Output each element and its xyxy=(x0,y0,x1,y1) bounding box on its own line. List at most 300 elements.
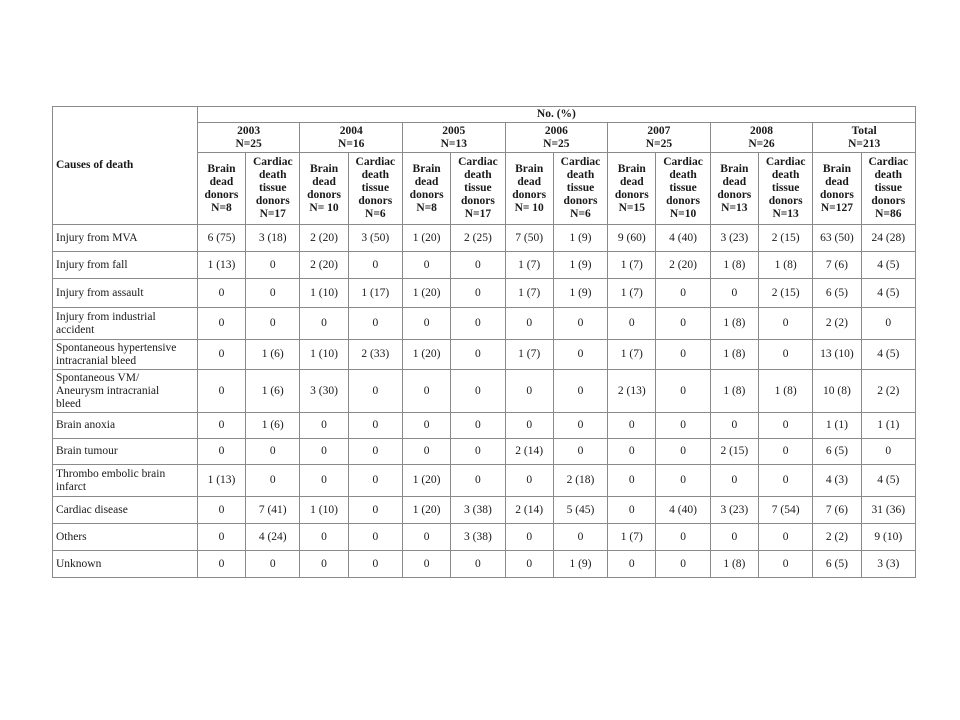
subheader-line: tissue xyxy=(464,182,492,194)
table-cell: 1 (6) xyxy=(246,370,300,413)
table-cell: 0 xyxy=(402,439,450,465)
table-cell: 3 (38) xyxy=(451,497,505,524)
table-cell: 0 xyxy=(197,524,245,551)
cause-label-line: accident xyxy=(56,323,95,336)
year-count: N=25 xyxy=(645,137,673,150)
year-label: Total xyxy=(851,124,877,137)
year-count: N=16 xyxy=(338,137,365,150)
table-cell: 6 (5) xyxy=(813,439,861,465)
table-cell: 1 (20) xyxy=(402,465,450,497)
table-cell: 7 (54) xyxy=(758,497,812,524)
table-cell: 0 xyxy=(656,308,710,340)
table-cell: 0 xyxy=(710,524,758,551)
table-cell: 0 xyxy=(402,308,450,340)
table-cell: 0 xyxy=(608,439,656,465)
table-cell: 0 xyxy=(197,551,245,578)
subheader-line: N=15 xyxy=(618,201,645,214)
table-cell: 0 xyxy=(553,370,607,413)
cause-label xyxy=(53,225,198,252)
subheader-line: donors xyxy=(768,195,803,207)
table-cell: 4 (5) xyxy=(861,340,915,370)
subheader-line: tissue xyxy=(874,182,903,194)
table-cell: 0 xyxy=(197,497,245,524)
table-cell: 1 (8) xyxy=(758,252,812,279)
subheader-line: tissue xyxy=(669,182,697,194)
table-cell: 1 (8) xyxy=(710,370,758,413)
table-cell: 0 xyxy=(300,439,348,465)
table-cell: 1 (7) xyxy=(608,252,656,279)
table-row xyxy=(53,308,916,340)
table-cell: 4 (5) xyxy=(861,252,915,279)
table-cell: 0 xyxy=(451,551,505,578)
table-cell: 0 xyxy=(348,308,402,340)
year-header xyxy=(300,123,403,153)
subheader-line: donors xyxy=(819,188,854,201)
table-cell: 2 (14) xyxy=(505,497,553,524)
cause-label xyxy=(53,279,198,308)
table-cell: 0 xyxy=(608,308,656,340)
cardiac-death-donors-header xyxy=(246,153,300,225)
subheader-line: N=6 xyxy=(365,208,386,220)
table-cell: 4 (5) xyxy=(861,465,915,497)
cause-label xyxy=(53,465,198,497)
subheader-line: donors xyxy=(358,195,393,207)
year-header xyxy=(197,123,300,153)
year-label: 2006 xyxy=(544,124,568,137)
subheader-line: Cardiac xyxy=(252,156,293,168)
subheader-line: death xyxy=(566,169,595,181)
table-cell: 1 (1) xyxy=(813,413,861,439)
cause-label-line: Injury from assault xyxy=(56,286,144,299)
subheader-line: death xyxy=(874,169,903,181)
table-cell: 1 (10) xyxy=(300,497,348,524)
table-cell: 0 xyxy=(710,465,758,497)
table-cell: 1 (9) xyxy=(553,225,607,252)
table-cell: 2 (20) xyxy=(300,252,348,279)
table-cell: 3 (23) xyxy=(710,225,758,252)
subheader-line: donors xyxy=(666,195,700,207)
table-cell: 0 xyxy=(710,413,758,439)
table-cell: 0 xyxy=(246,551,300,578)
table-cell: 5 (45) xyxy=(553,497,607,524)
table-cell: 0 xyxy=(197,370,245,413)
table-cell: 0 xyxy=(758,551,812,578)
cause-label-line: Injury from industrial xyxy=(56,310,156,323)
table-cell: 1 (8) xyxy=(710,340,758,370)
table-cell: 0 xyxy=(348,439,402,465)
table-cell: 31 (36) xyxy=(861,497,915,524)
subheader-line: tissue xyxy=(566,182,595,194)
table-cell: 2 (33) xyxy=(348,340,402,370)
cause-label-line: Cardiac disease xyxy=(56,503,128,516)
cause-label-line: Injury from MVA xyxy=(56,231,138,244)
subheader-line: donors xyxy=(255,195,290,207)
subheader-line: dead xyxy=(517,175,542,188)
table-row xyxy=(53,370,916,413)
table-cell: 0 xyxy=(758,308,812,340)
table-cell: 0 xyxy=(197,308,245,340)
table-cell: 4 (40) xyxy=(656,225,710,252)
subheader-line: death xyxy=(464,169,492,181)
year-label: 2003 xyxy=(237,124,261,137)
table-cell: 0 xyxy=(348,551,402,578)
year-count: N=25 xyxy=(543,137,570,150)
table-cell: 2 (20) xyxy=(656,252,710,279)
table-cell: 6 (75) xyxy=(197,225,245,252)
table-cell: 0 xyxy=(348,497,402,524)
table-cell: 0 xyxy=(246,308,300,340)
table-cell: 2 (15) xyxy=(758,225,812,252)
table-cell: 1 (8) xyxy=(758,370,812,413)
subheader-line: death xyxy=(669,169,697,181)
cardiac-death-donors-header xyxy=(553,153,607,225)
subheader-line: Cardiac xyxy=(560,156,601,168)
table-cell: 4 (40) xyxy=(656,497,710,524)
subheader-line: donors xyxy=(871,195,906,207)
table-cell: 0 xyxy=(451,308,505,340)
cardiac-death-donors-header xyxy=(348,153,402,225)
table-cell: 3 (3) xyxy=(861,551,915,578)
subheader-line: N=8 xyxy=(211,201,232,214)
subheader-line: death xyxy=(361,169,390,181)
table-cell: 2 (15) xyxy=(758,279,812,308)
cause-label xyxy=(53,497,198,524)
table-cell: 0 xyxy=(451,279,505,308)
table-row xyxy=(53,497,916,524)
table-cell: 24 (28) xyxy=(861,225,915,252)
year-count: N=213 xyxy=(848,137,881,150)
table-row xyxy=(53,279,916,308)
table-cell: 0 xyxy=(348,252,402,279)
cause-label xyxy=(53,308,198,340)
table-row xyxy=(53,465,916,497)
table-cell: 0 xyxy=(451,370,505,413)
table-cell: 0 xyxy=(553,340,607,370)
table-cell: 0 xyxy=(656,439,710,465)
brain-dead-donors-header xyxy=(197,153,245,225)
table-cell: 1 (7) xyxy=(505,252,553,279)
subheader-line: donors xyxy=(717,188,752,201)
table-cell: 0 xyxy=(451,439,505,465)
subheader-line: dead xyxy=(619,175,644,188)
table-cell: 0 xyxy=(348,413,402,439)
table-cell: 4 (24) xyxy=(246,524,300,551)
cause-label xyxy=(53,524,198,551)
brain-dead-donors-header xyxy=(505,153,553,225)
table-cell: 0 xyxy=(758,439,812,465)
subheader-line: donors xyxy=(614,188,649,201)
table-cell: 0 xyxy=(861,308,915,340)
cause-label-line: Unknown xyxy=(56,557,102,570)
table-cell: 0 xyxy=(348,465,402,497)
table-cell: 0 xyxy=(197,279,245,308)
year-label: 2005 xyxy=(442,124,466,137)
table-cell: 0 xyxy=(656,279,710,308)
subheader-line: Cardiac xyxy=(765,156,806,168)
table-cell: 3 (38) xyxy=(451,524,505,551)
cause-label-line: Spontaneous VM/ xyxy=(56,371,140,384)
table-cell: 6 (5) xyxy=(813,551,861,578)
table-cell: 2 (14) xyxy=(505,439,553,465)
table-cell: 1 (8) xyxy=(710,551,758,578)
table-cell: 0 xyxy=(300,551,348,578)
table-cell: 0 xyxy=(300,413,348,439)
subheader-line: donors xyxy=(204,188,239,201)
table-cell: 0 xyxy=(656,370,710,413)
donor-causes-table xyxy=(52,106,916,578)
table-cell: 1 (1) xyxy=(861,413,915,439)
table-cell: 0 xyxy=(505,413,553,439)
table-cell: 1 (13) xyxy=(197,252,245,279)
subheader-line: death xyxy=(771,169,800,181)
table-cell: 0 xyxy=(861,439,915,465)
table-cell: 0 xyxy=(505,370,553,413)
year-label: 2004 xyxy=(339,124,363,137)
subheader-line: Cardiac xyxy=(868,156,909,168)
cause-label xyxy=(53,252,198,279)
table-cell: 13 (10) xyxy=(813,340,861,370)
table-cell: 2 (18) xyxy=(553,465,607,497)
table-row xyxy=(53,524,916,551)
table-cell: 7 (41) xyxy=(246,497,300,524)
table-row xyxy=(53,252,916,279)
table-cell: 0 xyxy=(505,551,553,578)
subheader-line: Brain xyxy=(720,162,749,175)
year-header xyxy=(505,123,608,153)
cause-label xyxy=(53,439,198,465)
table-cell: 0 xyxy=(402,252,450,279)
table-cell: 0 xyxy=(197,413,245,439)
table-cell: 1 (9) xyxy=(553,279,607,308)
year-label: 2008 xyxy=(750,124,773,137)
table-cell: 0 xyxy=(246,252,300,279)
table-cell: 2 (25) xyxy=(451,225,505,252)
table-cell: 7 (50) xyxy=(505,225,553,252)
table-cell: 3 (50) xyxy=(348,225,402,252)
table-cell: 0 xyxy=(451,252,505,279)
subheader-line: N=127 xyxy=(820,201,853,214)
table-cell: 1 (10) xyxy=(300,279,348,308)
table-cell: 0 xyxy=(656,465,710,497)
cardiac-death-donors-header xyxy=(656,153,710,225)
subheader-line: tissue xyxy=(771,182,800,194)
subheader-line: N=13 xyxy=(772,208,799,220)
table-cell: 2 (15) xyxy=(710,439,758,465)
brain-dead-donors-header xyxy=(300,153,348,225)
table-cell: 0 xyxy=(451,413,505,439)
count-percent-header: No. (%) xyxy=(197,107,915,123)
table-cell: 0 xyxy=(402,413,450,439)
cause-label xyxy=(53,413,198,439)
subheader-line: donors xyxy=(563,195,598,207)
table-cell: 0 xyxy=(608,465,656,497)
cause-label-line: Aneurysm intracranial xyxy=(56,384,160,397)
table-cell: 9 (60) xyxy=(608,225,656,252)
table-cell: 0 xyxy=(246,439,300,465)
subheader-line: N=86 xyxy=(875,208,902,220)
year-count: N=25 xyxy=(235,137,262,150)
table-row xyxy=(53,551,916,578)
brain-dead-donors-header xyxy=(608,153,656,225)
table-cell: 0 xyxy=(505,524,553,551)
table-cell: 2 (2) xyxy=(813,308,861,340)
table-cell: 0 xyxy=(608,551,656,578)
cause-label xyxy=(53,551,198,578)
table-cell: 0 xyxy=(656,524,710,551)
table-row xyxy=(53,225,916,252)
table-cell: 2 (2) xyxy=(813,524,861,551)
table-row xyxy=(53,413,916,439)
subheader-line: N=17 xyxy=(464,208,492,220)
year-header xyxy=(402,123,505,153)
subheader-line: dead xyxy=(722,175,747,188)
table-cell: 1 (9) xyxy=(553,551,607,578)
table-cell: 0 xyxy=(246,465,300,497)
table-cell: 0 xyxy=(710,279,758,308)
subheader-line: N=13 xyxy=(721,201,748,214)
brain-dead-donors-header xyxy=(813,153,861,225)
subheader-line: Cardiac xyxy=(663,156,703,168)
table-cell: 1 (7) xyxy=(608,524,656,551)
table-cell: 7 (6) xyxy=(813,252,861,279)
table-cell: 0 xyxy=(656,551,710,578)
subheader-line: Brain xyxy=(515,162,544,175)
cardiac-death-donors-header xyxy=(861,153,915,225)
subheader-line: Brain xyxy=(412,162,441,175)
table-cell: 4 (5) xyxy=(861,279,915,308)
table-cell: 1 (8) xyxy=(710,308,758,340)
table-cell: 0 xyxy=(553,524,607,551)
brain-dead-donors-header xyxy=(402,153,450,225)
subheader-line: Brain xyxy=(207,162,236,175)
table-cell: 0 xyxy=(348,370,402,413)
table-cell: 0 xyxy=(402,551,450,578)
cause-label-line: Thrombo embolic brain xyxy=(56,467,166,480)
subheader-line: Cardiac xyxy=(355,156,396,168)
table-cell: 0 xyxy=(402,524,450,551)
subheader-line: Brain xyxy=(617,162,646,175)
table-cell: 1 (7) xyxy=(505,279,553,308)
table-cell: 0 xyxy=(758,340,812,370)
table-cell: 1 (9) xyxy=(553,252,607,279)
cause-label-line: infarct xyxy=(56,480,87,493)
table-cell: 6 (5) xyxy=(813,279,861,308)
table-cell: 0 xyxy=(451,340,505,370)
cause-label xyxy=(53,340,198,370)
table-cell: 0 xyxy=(553,439,607,465)
year-count: N=13 xyxy=(440,137,467,150)
table-cell: 0 xyxy=(656,340,710,370)
table-cell: 0 xyxy=(656,413,710,439)
table-cell: 1 (10) xyxy=(300,340,348,370)
table-cell: 1 (13) xyxy=(197,465,245,497)
subheader-line: N=17 xyxy=(259,208,286,220)
year-header xyxy=(813,123,916,153)
subheader-line: N=8 xyxy=(416,201,437,214)
year-count: N=26 xyxy=(748,137,775,150)
subheader-line: donors xyxy=(409,188,444,201)
table-cell: 0 xyxy=(197,340,245,370)
cause-label-line: intracranial bleed xyxy=(56,354,137,367)
table-cell: 0 xyxy=(758,524,812,551)
cause-label-line: Injury from fall xyxy=(56,258,128,271)
subheader-line: donors xyxy=(512,188,547,201)
table-cell: 0 xyxy=(758,413,812,439)
table-cell: 1 (17) xyxy=(348,279,402,308)
year-label: 2007 xyxy=(647,124,671,137)
table-cell: 0 xyxy=(300,465,348,497)
table-cell: 1 (8) xyxy=(710,252,758,279)
table-cell: 0 xyxy=(348,524,402,551)
table-cell: 0 xyxy=(608,413,656,439)
table-cell: 1 (7) xyxy=(608,279,656,308)
table-cell: 0 xyxy=(402,370,450,413)
table-cell: 0 xyxy=(246,279,300,308)
table-cell: 10 (8) xyxy=(813,370,861,413)
table-cell: 0 xyxy=(505,308,553,340)
table-cell: 1 (7) xyxy=(505,340,553,370)
table-cell: 0 xyxy=(300,524,348,551)
subheader-line: N= 10 xyxy=(309,201,339,214)
cause-label xyxy=(53,370,198,413)
year-header xyxy=(710,123,813,153)
table-cell: 0 xyxy=(300,308,348,340)
table-cell: 1 (20) xyxy=(402,340,450,370)
table-cell: 1 (6) xyxy=(246,413,300,439)
cause-label-line: Others xyxy=(56,530,87,543)
table-cell: 7 (6) xyxy=(813,497,861,524)
subheader-line: dead xyxy=(209,175,234,188)
subheader-line: Brain xyxy=(309,162,339,175)
table-cell: 63 (50) xyxy=(813,225,861,252)
subheader-line: tissue xyxy=(259,182,287,194)
table-cell: 3 (18) xyxy=(246,225,300,252)
table-cell: 0 xyxy=(505,465,553,497)
causes-of-death-header: Causes of death xyxy=(53,107,198,225)
table-cell: 9 (10) xyxy=(861,524,915,551)
subheader-line: Brain xyxy=(822,162,851,175)
cause-label-line: Brain tumour xyxy=(56,445,118,457)
subheader-line: donors xyxy=(460,195,495,207)
table-cell: 2 (20) xyxy=(300,225,348,252)
table-row xyxy=(53,439,916,465)
cause-label-line: bleed xyxy=(56,397,81,410)
table-cell: 1 (20) xyxy=(402,225,450,252)
brain-dead-donors-header xyxy=(710,153,758,225)
year-header xyxy=(608,123,711,153)
table-cell: 1 (6) xyxy=(246,340,300,370)
subheader-line: N=6 xyxy=(570,208,591,220)
table-cell: 3 (30) xyxy=(300,370,348,413)
table-cell: 0 xyxy=(553,413,607,439)
subheader-line: donors xyxy=(307,188,341,201)
cause-label-line: Brain anoxia xyxy=(56,419,116,431)
table-cell: 2 (2) xyxy=(861,370,915,413)
table-cell: 3 (23) xyxy=(710,497,758,524)
table-cell: 4 (3) xyxy=(813,465,861,497)
subheader-line: dead xyxy=(825,175,849,188)
subheader-line: Cardiac xyxy=(458,156,498,168)
subheader-line: N=10 xyxy=(669,208,697,220)
table-row xyxy=(53,340,916,370)
cardiac-death-donors-header xyxy=(758,153,812,225)
table-cell: 0 xyxy=(553,308,607,340)
subheader-line: tissue xyxy=(361,182,390,194)
table-cell: 1 (7) xyxy=(608,340,656,370)
table-cell: 0 xyxy=(608,497,656,524)
subheader-line: N= 10 xyxy=(514,201,544,214)
table-cell: 0 xyxy=(758,465,812,497)
